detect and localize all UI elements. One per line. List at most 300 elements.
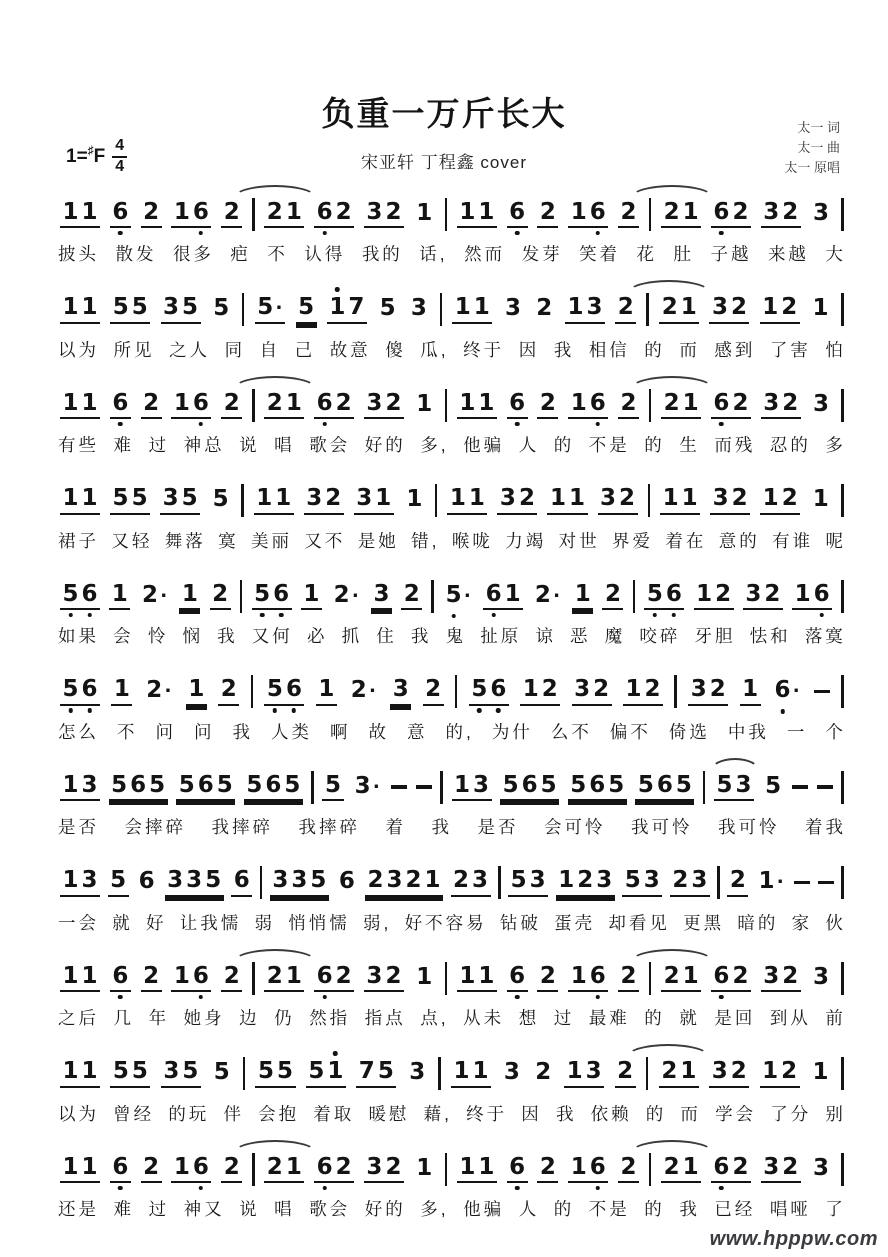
note-digit: 5 bbox=[298, 294, 315, 321]
note-digit: 6 bbox=[112, 389, 129, 416]
note-digit: 1 bbox=[570, 962, 587, 989]
note-digit: 2 bbox=[220, 676, 237, 703]
note-token bbox=[211, 1060, 232, 1086]
note-digits bbox=[60, 486, 100, 514]
note-digit: 2 bbox=[782, 389, 799, 416]
note-digit: 6 bbox=[197, 771, 214, 798]
lyric-syllable: 说 bbox=[239, 435, 260, 455]
note-token bbox=[141, 200, 162, 228]
note-digits bbox=[659, 1059, 699, 1087]
note-digit: 1 bbox=[113, 676, 130, 703]
note-digit: 6 bbox=[589, 198, 606, 225]
dash-mark bbox=[792, 785, 808, 789]
note-digits bbox=[110, 1059, 150, 1087]
note-digit: 6 bbox=[589, 962, 606, 989]
note-token bbox=[670, 868, 710, 896]
note-digits bbox=[314, 964, 354, 992]
note-digit: 2 bbox=[403, 580, 420, 607]
lyric-syllable: 让我懦 bbox=[179, 912, 242, 933]
lyric-syllable: 如果 bbox=[58, 626, 99, 646]
note-digit: 2 bbox=[453, 867, 470, 894]
note-digits bbox=[210, 487, 231, 513]
note-token bbox=[772, 678, 803, 704]
note-digits bbox=[231, 868, 252, 896]
augmentation-dot: · bbox=[776, 868, 785, 895]
note-digits bbox=[304, 486, 344, 514]
lyric-syllable: 神又 bbox=[183, 1199, 225, 1219]
note-token bbox=[264, 391, 304, 419]
note-digits bbox=[264, 1155, 304, 1183]
note-digit: 3 bbox=[354, 772, 371, 799]
note-digit: 2 bbox=[620, 1153, 637, 1180]
note-digits bbox=[661, 200, 701, 228]
lyric-syllable: 歌会 bbox=[309, 1199, 351, 1219]
lyric-syllable: 忍的 bbox=[769, 435, 811, 455]
note-digits bbox=[60, 1059, 100, 1087]
lyric-syllable: 是回 bbox=[714, 1008, 756, 1028]
note-digits bbox=[760, 295, 800, 323]
note-token bbox=[469, 677, 509, 705]
note-token bbox=[160, 486, 200, 514]
note-digits bbox=[301, 582, 322, 610]
lyric-syllable: 是否 bbox=[477, 817, 519, 837]
lyric-syllable: 了分 bbox=[770, 1103, 812, 1124]
note-digit: 1 bbox=[449, 485, 466, 512]
note-digits bbox=[408, 296, 429, 322]
bar-line bbox=[251, 675, 254, 708]
note-digit: 5 bbox=[131, 485, 148, 512]
note-digit: 1 bbox=[173, 389, 190, 416]
lyric-syllable: 力竭 bbox=[505, 530, 547, 551]
note-digit: 2 bbox=[729, 867, 746, 894]
note-digits bbox=[565, 295, 605, 323]
bar-line bbox=[674, 675, 677, 708]
note-token bbox=[537, 391, 558, 419]
key-letter: F bbox=[93, 145, 106, 167]
note-token bbox=[244, 773, 303, 801]
note-digits bbox=[109, 773, 168, 801]
note-digit: 3 bbox=[272, 867, 289, 894]
lyric-syllable: 又轻 bbox=[111, 530, 153, 551]
lyric-syllable: 认得 bbox=[304, 244, 346, 264]
note-token bbox=[659, 1059, 699, 1087]
bar-line bbox=[260, 866, 263, 899]
note-digits bbox=[144, 678, 175, 704]
note-token bbox=[743, 582, 783, 610]
note-digits bbox=[141, 391, 162, 419]
note-digit: 5 bbox=[765, 772, 782, 799]
note-digit: 1 bbox=[570, 1153, 587, 1180]
note-digits bbox=[171, 200, 211, 228]
note-digit: 5 bbox=[112, 294, 129, 321]
note-token bbox=[211, 296, 232, 322]
note-digit: 1 bbox=[62, 771, 79, 798]
lyric-syllable: 好 bbox=[146, 912, 167, 933]
lyric-syllable: 意 bbox=[407, 721, 428, 742]
note-digit: 2 bbox=[663, 1153, 680, 1180]
lyric-syllable: 瓜, bbox=[420, 339, 449, 360]
credit-lyricist: 太一 词 bbox=[797, 120, 840, 135]
note-digits bbox=[537, 200, 558, 228]
note-digit: 6 bbox=[112, 962, 129, 989]
note-digit: 1 bbox=[81, 962, 98, 989]
note-digits bbox=[661, 964, 701, 992]
note-digit: 3 bbox=[392, 676, 409, 703]
note-digit: 5 bbox=[213, 295, 230, 322]
note-digit: 1 bbox=[285, 198, 302, 225]
lyric-syllable: 相信 bbox=[588, 339, 630, 360]
lyrics-row bbox=[56, 814, 848, 839]
note-digits bbox=[618, 1155, 639, 1183]
lyric-syllable: 一会 bbox=[58, 912, 99, 933]
note-token bbox=[763, 774, 784, 800]
lyric-syllable: 么不 bbox=[550, 721, 592, 742]
note-digit: 1 bbox=[62, 294, 79, 321]
lyric-syllable: 故意 bbox=[329, 339, 371, 360]
note-digits bbox=[161, 295, 201, 323]
note-digit: 2 bbox=[335, 962, 352, 989]
notes-row bbox=[56, 763, 848, 811]
lyric-syllable: 界爱 bbox=[612, 530, 653, 551]
notes-row bbox=[56, 286, 848, 334]
bar-line bbox=[633, 580, 636, 613]
note-digit: 5 bbox=[131, 294, 148, 321]
lyric-syllable: 好的 bbox=[364, 435, 406, 455]
lyric-syllable: 的 bbox=[553, 435, 575, 455]
note-token bbox=[306, 1059, 346, 1087]
note-token bbox=[457, 391, 497, 419]
lyric-syllable: 别 bbox=[825, 1103, 846, 1124]
note-digits bbox=[270, 868, 329, 896]
note-token bbox=[811, 201, 832, 227]
note-token bbox=[109, 582, 130, 610]
note-digits bbox=[316, 677, 337, 705]
note-digits bbox=[221, 200, 242, 228]
bar-line bbox=[841, 1057, 844, 1090]
note-digit: 3 bbox=[163, 294, 180, 321]
lyric-syllable: 我摔碎 bbox=[298, 817, 360, 837]
lyric-syllable: 怕 bbox=[825, 339, 846, 360]
lyric-syllable: 而 bbox=[680, 1103, 701, 1124]
note-digit: 2 bbox=[266, 1153, 283, 1180]
score-line bbox=[56, 859, 848, 955]
note-digit: 1 bbox=[62, 198, 79, 225]
note-digits bbox=[772, 678, 803, 704]
note-digits bbox=[211, 1060, 232, 1086]
note-digits bbox=[179, 582, 200, 610]
note-digits bbox=[598, 486, 638, 514]
note-digits bbox=[556, 868, 615, 896]
lyric-syllable: 伴 bbox=[223, 1103, 244, 1124]
note-digit: 3 bbox=[291, 867, 308, 894]
note-token bbox=[314, 200, 354, 228]
lyrics-row bbox=[56, 241, 848, 266]
lyric-syllable: 然而 bbox=[464, 244, 506, 264]
note-digits bbox=[714, 773, 754, 801]
note-digit: 2 bbox=[425, 676, 442, 703]
note-token bbox=[60, 773, 100, 801]
note-token bbox=[568, 391, 608, 419]
note-digits bbox=[264, 964, 304, 992]
augmentation-dot: · bbox=[275, 294, 284, 321]
note-digit: 6 bbox=[713, 389, 730, 416]
note-digits bbox=[711, 391, 751, 419]
lyric-syllable: 有谁 bbox=[772, 530, 814, 551]
note-digits bbox=[507, 964, 528, 992]
note-token bbox=[60, 1155, 100, 1183]
key-prefix: 1= bbox=[66, 145, 88, 167]
note-token bbox=[565, 295, 605, 323]
note-token bbox=[210, 582, 231, 610]
lyric-syllable: 寞 bbox=[218, 530, 239, 551]
note-digit: 3 bbox=[529, 867, 546, 894]
note-digit: 2 bbox=[335, 1153, 352, 1180]
note-digits bbox=[414, 201, 435, 227]
lyric-syllable: 咬碎 bbox=[639, 626, 681, 646]
note-digits bbox=[564, 1059, 604, 1087]
note-token bbox=[314, 391, 354, 419]
note-digit: 1 bbox=[478, 389, 495, 416]
note-digit: 3 bbox=[691, 867, 708, 894]
lyric-syllable: 傻 bbox=[385, 339, 406, 360]
note-digits bbox=[615, 1059, 636, 1087]
note-token bbox=[810, 487, 831, 513]
lyric-syllable: 肚 bbox=[673, 244, 694, 264]
note-digit: 3 bbox=[600, 485, 617, 512]
note-digits bbox=[171, 391, 211, 419]
note-token bbox=[660, 486, 700, 514]
note-digit: 6 bbox=[665, 580, 682, 607]
note-digit: 6 bbox=[192, 198, 209, 225]
score-line bbox=[56, 190, 848, 286]
lyric-syllable: 疤 bbox=[230, 244, 251, 264]
note-digit: 7 bbox=[348, 294, 365, 321]
note-token bbox=[507, 200, 528, 228]
lyric-syllable: 仍 bbox=[274, 1008, 295, 1028]
note-digits bbox=[709, 1059, 749, 1087]
note-digit: 2 bbox=[672, 867, 689, 894]
note-digit: 5 bbox=[379, 295, 396, 322]
note-digit: 3 bbox=[813, 390, 830, 417]
note-digit: 1 bbox=[285, 1153, 302, 1180]
note-digit: 1 bbox=[453, 1058, 470, 1085]
note-digit: 1 bbox=[762, 1058, 779, 1085]
note-digits bbox=[171, 964, 211, 992]
note-digit: 1 bbox=[62, 485, 79, 512]
lyric-syllable: 人 bbox=[518, 435, 540, 455]
note-digit: 1 bbox=[794, 580, 811, 607]
note-token bbox=[635, 773, 694, 801]
note-token bbox=[60, 486, 100, 514]
note-token bbox=[322, 773, 343, 801]
note-digit: 5 bbox=[62, 580, 79, 607]
lyrics-row bbox=[56, 1005, 848, 1030]
note-digit: 3 bbox=[585, 1058, 602, 1085]
note-digits bbox=[457, 391, 497, 419]
bar-line bbox=[841, 580, 844, 613]
lyric-syllable: 弱, bbox=[363, 912, 392, 933]
note-digit: 2 bbox=[617, 1058, 634, 1085]
note-digit: 2 bbox=[385, 198, 402, 225]
note-digit: 2 bbox=[661, 1058, 678, 1085]
dash-mark bbox=[817, 785, 833, 789]
bar-line bbox=[649, 962, 652, 995]
note-digit: 3 bbox=[574, 676, 591, 703]
note-digit: 1 bbox=[812, 1059, 829, 1086]
note-digits bbox=[537, 1155, 558, 1183]
note-digit: 3 bbox=[690, 676, 707, 703]
lyric-syllable: 牙胆 bbox=[694, 626, 736, 646]
note-token bbox=[537, 1155, 558, 1183]
note-digits bbox=[377, 296, 398, 322]
note-digit: 1 bbox=[570, 198, 587, 225]
score-line bbox=[56, 954, 848, 1050]
note-token bbox=[694, 582, 734, 610]
note-digit: 2 bbox=[223, 198, 240, 225]
lyric-syllable: 我的 bbox=[361, 244, 403, 264]
note-token bbox=[331, 583, 362, 609]
note-token bbox=[761, 200, 801, 228]
note-digits bbox=[743, 582, 783, 610]
note-token bbox=[740, 677, 761, 705]
note-token bbox=[644, 582, 684, 610]
note-digits bbox=[447, 486, 487, 514]
note-token bbox=[711, 391, 751, 419]
note-digit: 3 bbox=[162, 485, 179, 512]
notes-row bbox=[56, 859, 848, 907]
note-digit: 5 bbox=[502, 771, 519, 798]
note-digit: 6 bbox=[81, 676, 98, 703]
lyric-syllable: 还是 bbox=[58, 1199, 99, 1219]
notes-row bbox=[56, 381, 848, 429]
note-digit: 3 bbox=[763, 389, 780, 416]
note-digit: 5 bbox=[182, 294, 199, 321]
score-line bbox=[56, 572, 848, 668]
note-digit: 3 bbox=[763, 962, 780, 989]
note-token bbox=[179, 582, 200, 610]
note-digit: 3 bbox=[745, 580, 762, 607]
note-digits bbox=[709, 295, 749, 323]
note-token bbox=[811, 392, 832, 418]
lyric-syllable: 落寞 bbox=[804, 626, 846, 646]
bar-line bbox=[311, 771, 314, 804]
score-line bbox=[56, 286, 848, 382]
note-digit: 1 bbox=[81, 389, 98, 416]
note-digit: 3 bbox=[499, 485, 516, 512]
note-digit: 1 bbox=[111, 580, 128, 607]
note-digit: 2 bbox=[782, 198, 799, 225]
note-digits bbox=[532, 583, 563, 609]
note-digits bbox=[661, 391, 701, 419]
note-digit: 6 bbox=[138, 868, 155, 895]
note-digit: 3 bbox=[586, 294, 603, 321]
lyric-syllable: 人 bbox=[518, 1199, 540, 1219]
note-token bbox=[568, 1155, 608, 1183]
lyric-syllable: 他骗 bbox=[463, 435, 505, 455]
note-token bbox=[503, 296, 524, 322]
note-digit: 1 bbox=[762, 485, 779, 512]
note-digit: 5 bbox=[646, 580, 663, 607]
note-digits bbox=[688, 677, 728, 705]
lyric-syllable: 怜 bbox=[147, 626, 169, 646]
note-token bbox=[568, 964, 608, 992]
lyric-syllable: 裙子 bbox=[58, 530, 99, 551]
note-digits bbox=[244, 773, 303, 801]
note-digit: 6 bbox=[112, 1153, 129, 1180]
note-token bbox=[161, 295, 201, 323]
note-token bbox=[218, 677, 239, 705]
bar-line bbox=[841, 771, 844, 804]
note-digits bbox=[110, 964, 131, 992]
lyric-syllable: 终于 bbox=[466, 1103, 508, 1124]
augmentation-dot: · bbox=[373, 772, 381, 799]
note-digits bbox=[314, 200, 354, 228]
note-digit: 2 bbox=[661, 294, 678, 321]
note-token bbox=[414, 965, 435, 991]
note-digit: 2 bbox=[644, 676, 661, 703]
note-digit: 6 bbox=[316, 198, 333, 225]
note-digits bbox=[364, 200, 404, 228]
note-digits bbox=[264, 200, 304, 228]
note-digit: 2 bbox=[619, 485, 636, 512]
note-digits bbox=[469, 677, 509, 705]
note-token bbox=[457, 200, 497, 228]
note-digits bbox=[176, 773, 235, 801]
note-digit: 6 bbox=[485, 580, 502, 607]
bar-line bbox=[646, 293, 649, 326]
note-digit: 1 bbox=[478, 1153, 495, 1180]
bar-line bbox=[438, 1057, 441, 1090]
note-digit: 1 bbox=[682, 962, 699, 989]
note-token bbox=[618, 964, 639, 992]
note-digit: 5 bbox=[216, 771, 233, 798]
note-token bbox=[452, 295, 492, 323]
note-token bbox=[568, 773, 627, 801]
lyric-syllable: 笑着 bbox=[579, 244, 621, 264]
note-digits bbox=[141, 200, 162, 228]
lyric-syllable: 我可怜 bbox=[718, 817, 780, 837]
dash-mark bbox=[814, 690, 830, 694]
note-digit: 6 bbox=[509, 389, 526, 416]
lyric-syllable: 悄悄懦 bbox=[288, 912, 350, 933]
note-digits bbox=[331, 583, 362, 609]
lyric-syllable: 过 bbox=[148, 435, 170, 455]
note-digit: 6 bbox=[509, 198, 526, 225]
note-digits bbox=[352, 774, 383, 800]
note-digits bbox=[618, 391, 639, 419]
note-digit: 1 bbox=[812, 486, 829, 513]
note-digit: 5 bbox=[131, 1058, 148, 1085]
lyric-syllable: 恶 bbox=[570, 626, 591, 646]
note-digits bbox=[622, 868, 662, 896]
note-digit: 6 bbox=[112, 198, 129, 225]
note-digit: 2 bbox=[620, 198, 637, 225]
lyric-syllable: 散发 bbox=[115, 244, 157, 264]
note-token bbox=[568, 200, 608, 228]
note-digits bbox=[711, 1155, 751, 1183]
note-token bbox=[221, 391, 242, 419]
note-digits bbox=[451, 1059, 491, 1087]
bar-line bbox=[649, 389, 652, 422]
note-digits bbox=[221, 391, 242, 419]
note-digits bbox=[354, 486, 394, 514]
note-digits bbox=[507, 391, 528, 419]
note-digit: 6 bbox=[509, 1153, 526, 1180]
lyric-syllable: 会可怜 bbox=[544, 817, 606, 837]
bar-line bbox=[841, 866, 844, 899]
note-token bbox=[572, 582, 593, 610]
lyric-syllable: 很多 bbox=[172, 244, 214, 264]
